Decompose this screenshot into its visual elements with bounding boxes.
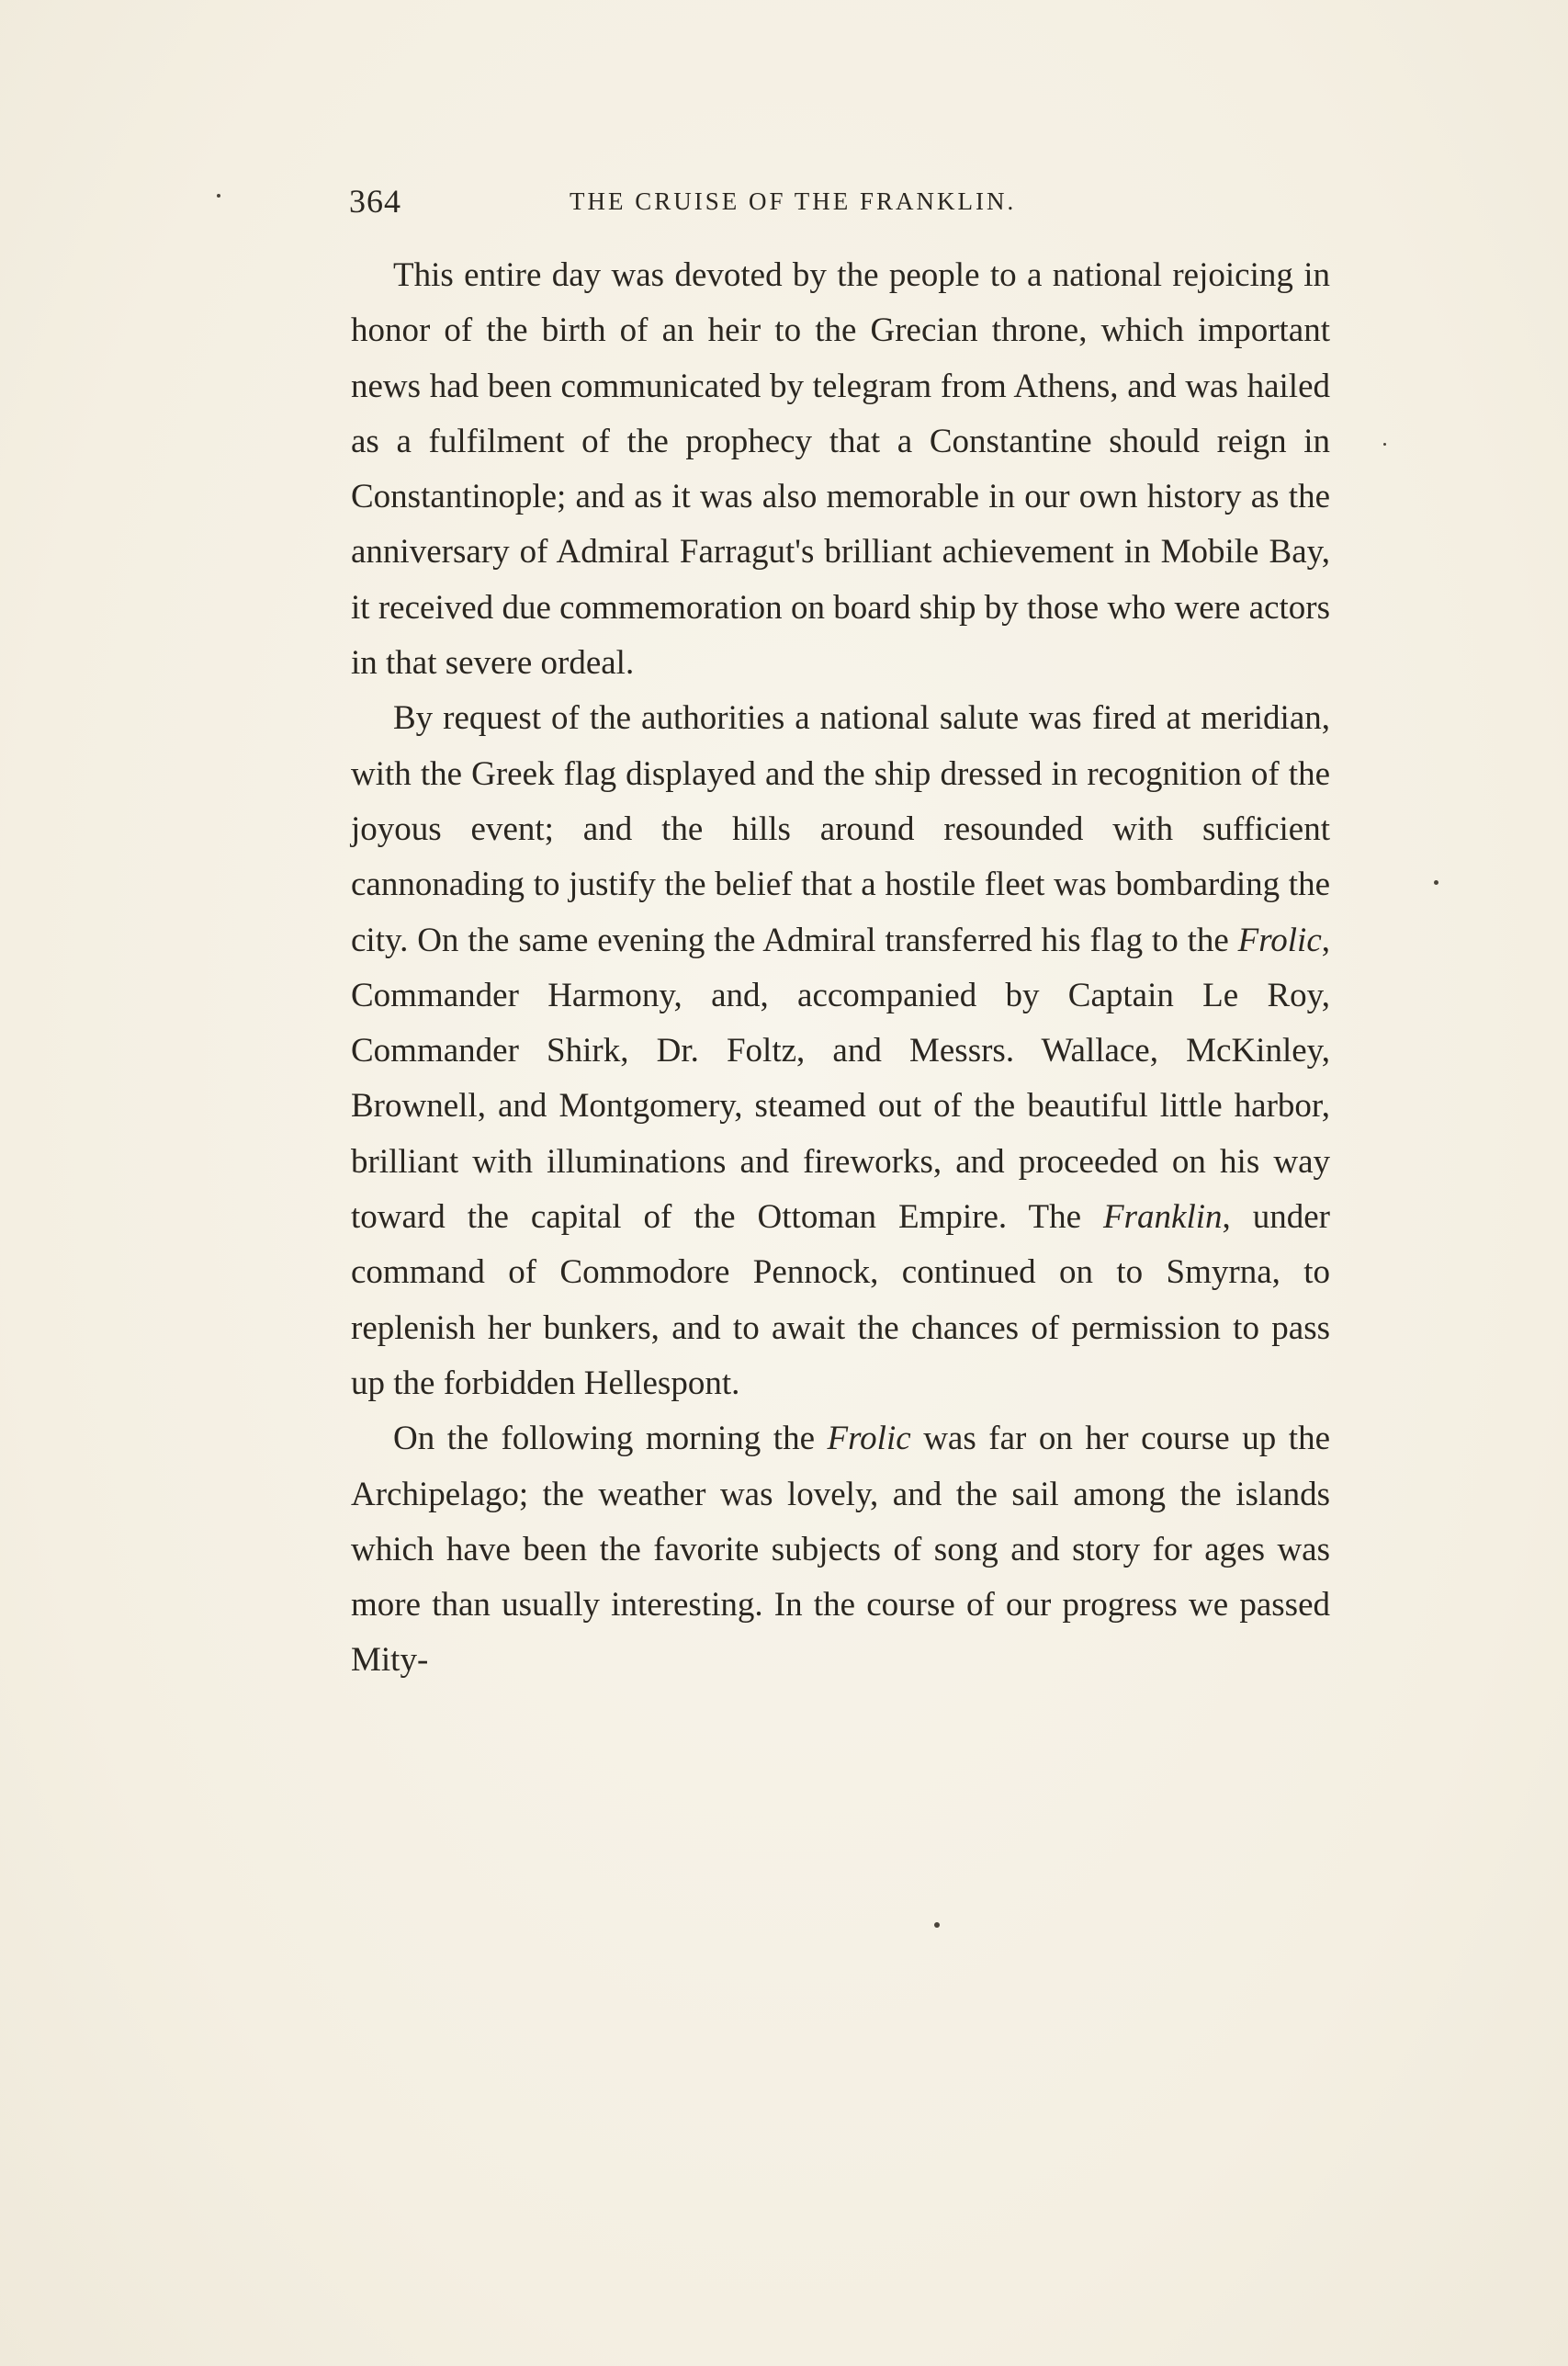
italic-text: Frolic	[827, 1420, 911, 1458]
ink-speck	[217, 194, 220, 198]
paragraph	[351, 1411, 1330, 1688]
text-run: was far on her course up the Archipelago; the weather was lovely, and the sail among the islands which have been the favorite subjects of song and story for ages was more than usually interesting. In the course of our progress we passed Mity-	[351, 1420, 1330, 1680]
italic-text: Frolic	[1237, 921, 1322, 959]
page-number: 364	[349, 183, 401, 220]
page-header	[349, 182, 1332, 228]
paragraph	[351, 691, 1330, 1411]
text-run: On the following morning the	[393, 1420, 828, 1458]
paragraph	[351, 248, 1330, 691]
italic-text: Franklin	[1103, 1198, 1223, 1237]
text-run: By request of the authorities a national salute was fired at meridian, with the Greek flag displayed and the ship dressed in recognition of the joyous event; and the hills around resounded with sufficient cannonading to justify the belief that a hostile fleet was bombarding the city. On the same evening the Admiral transferred his flag to the	[351, 699, 1330, 959]
body-text	[351, 248, 1330, 1689]
text-run: , under command of Commodore Pennock, continued on to Smyrna, to replenish her bunkers, and to await the chances of permission to pass up the forbidden Hellespont.	[351, 1198, 1330, 1402]
ink-speck	[1434, 880, 1438, 885]
ink-speck	[1383, 443, 1386, 446]
text-run: , Commander Harmony, and, accompanied by Captain Le Roy, Commander Shirk, Dr. Foltz, and Messrs. Wallace, McKinley, Brownell, and Montgomery, steamed out of the beautiful little harbor, brilliant with illuminations and fireworks, and proceeded on his way toward the capital of the Ottoman Empire. The	[351, 921, 1330, 1237]
ink-speck	[934, 1922, 940, 1928]
running-head: THE CRUISE OF THE FRANKLIN.	[570, 187, 1017, 215]
text-run: This entire day was devoted by the people to a national rejoicing in honor of the birth of an heir to the Grecian throne, which important news had been communicated by telegram from Athens, and was hailed as a fulfilment of the prophecy that a Constantine should reign in Constantinople; and as it was also memorable in our own history as the anniversary of Admiral Farragut's brilliant achievement in Mobile Bay, it received due commemoration on board ship by those who were actors in that severe ordeal.	[351, 256, 1330, 683]
